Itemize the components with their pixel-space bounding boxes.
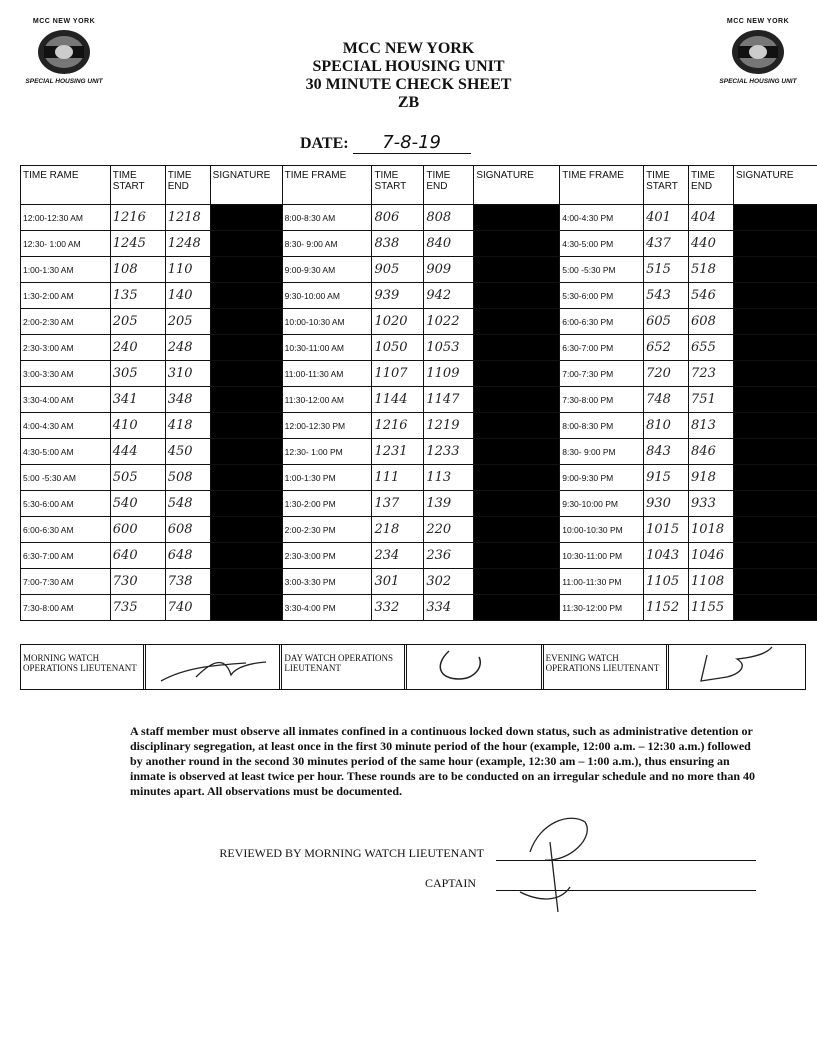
evening-time-frame: 7:30-8:00 PM — [560, 387, 644, 413]
evening-signature-redacted — [734, 309, 817, 335]
morning-time-start[interactable]: 730 — [110, 569, 165, 595]
morning-time-start[interactable]: 108 — [110, 257, 165, 283]
day-time-frame: 3:30-4:00 PM — [282, 595, 372, 621]
morning-time-frame: 12:00-12:30 AM — [21, 205, 111, 231]
day-time-end[interactable]: 1022 — [424, 309, 474, 335]
morning-time-end[interactable]: 140 — [165, 283, 210, 309]
morning-signature-redacted — [210, 439, 282, 465]
day-signature-redacted — [474, 517, 560, 543]
morning-time-start[interactable]: 505 — [110, 465, 165, 491]
day-time-start[interactable]: 1107 — [372, 361, 424, 387]
evening-time-frame: 10:30-11:00 PM — [560, 543, 644, 569]
evening-time-frame: 4:00-4:30 PM — [560, 205, 644, 231]
evening-time-frame: 7:00-7:30 PM — [560, 361, 644, 387]
evening-time-start[interactable]: 437 — [644, 231, 689, 257]
day-signature-redacted — [474, 569, 560, 595]
day-time-start[interactable]: 234 — [372, 543, 424, 569]
col-time-end-evening: TIME END — [689, 166, 734, 205]
check-table — [20, 165, 817, 621]
morning-time-start[interactable]: 1216 — [110, 205, 165, 231]
day-signature-redacted — [474, 543, 560, 569]
table-row — [21, 439, 817, 465]
day-signature-redacted — [474, 231, 560, 257]
table-row — [21, 361, 817, 387]
morning-time-end[interactable]: 418 — [165, 413, 210, 439]
evening-time-start[interactable]: 605 — [644, 309, 689, 335]
table-row — [21, 595, 817, 621]
morning-time-frame: 7:00-7:30 AM — [21, 569, 111, 595]
table-body — [21, 205, 817, 621]
day-watch-label: DAY WATCH OPERATIONS LIEUTENANT — [282, 645, 407, 689]
day-time-frame: 1:30-2:00 PM — [282, 491, 372, 517]
evening-time-frame: 8:30- 9:00 PM — [560, 439, 644, 465]
day-time-start[interactable]: 332 — [372, 595, 424, 621]
reviewed-by-label: REVIEWED BY MORNING WATCH LIEUTENANT — [219, 846, 484, 860]
day-time-frame: 2:00-2:30 PM — [282, 517, 372, 543]
morning-time-end[interactable]: 548 — [165, 491, 210, 517]
morning-time-start[interactable]: 205 — [110, 309, 165, 335]
morning-signature-redacted — [210, 387, 282, 413]
morning-signature-redacted — [210, 309, 282, 335]
evening-signature-redacted — [734, 205, 817, 231]
evening-time-end[interactable]: 518 — [689, 257, 734, 283]
evening-time-start[interactable]: 401 — [644, 205, 689, 231]
day-time-start[interactable]: 1144 — [372, 387, 424, 413]
evening-time-start[interactable]: 1015 — [644, 517, 689, 543]
evening-time-frame: 4:30-5:00 PM — [560, 231, 644, 257]
col-time-start-day: TIME START — [372, 166, 424, 205]
day-time-start[interactable]: 1050 — [372, 335, 424, 361]
day-signature-redacted — [474, 257, 560, 283]
evening-time-frame: 5:00 -5:30 PM — [560, 257, 644, 283]
morning-time-start[interactable]: 341 — [110, 387, 165, 413]
day-time-frame: 10:00-10:30 AM — [282, 309, 372, 335]
reviewer-signature-scribble-icon — [500, 802, 620, 912]
evening-time-start[interactable]: 915 — [644, 465, 689, 491]
captain-label: CAPTAIN — [424, 876, 476, 890]
logo-right-bottom-text: SPECIAL HOUSING UNIT — [719, 78, 797, 85]
morning-time-end[interactable]: 740 — [165, 595, 210, 621]
day-time-frame: 9:00-9:30 AM — [282, 257, 372, 283]
day-time-start[interactable]: 939 — [372, 283, 424, 309]
morning-signature-redacted — [210, 595, 282, 621]
day-signature-redacted — [474, 205, 560, 231]
morning-time-frame: 3:00-3:30 AM — [21, 361, 111, 387]
morning-signature-redacted — [210, 491, 282, 517]
evening-signature-redacted — [734, 569, 817, 595]
day-time-end[interactable]: 1219 — [424, 413, 474, 439]
col-signature-day: SIGNATURE — [474, 166, 560, 205]
evening-time-end[interactable]: 933 — [689, 491, 734, 517]
morning-time-frame: 5:30-6:00 AM — [21, 491, 111, 517]
table-row — [21, 205, 817, 231]
table-row — [21, 283, 817, 309]
day-time-end[interactable]: 1053 — [424, 335, 474, 361]
col-signature-morning: SIGNATURE — [210, 166, 282, 205]
day-time-frame: 3:00-3:30 PM — [282, 569, 372, 595]
evening-signature-redacted — [734, 543, 817, 569]
day-time-end[interactable]: 1147 — [424, 387, 474, 413]
day-time-start[interactable]: 1231 — [372, 439, 424, 465]
day-signature-redacted — [474, 413, 560, 439]
logo-right-top-text: MCC NEW YORK — [726, 18, 790, 25]
table-row — [21, 569, 817, 595]
evening-time-end[interactable]: 608 — [689, 309, 734, 335]
morning-time-end[interactable]: 248 — [165, 335, 210, 361]
morning-time-end[interactable]: 1218 — [165, 205, 210, 231]
table-row — [21, 309, 817, 335]
morning-time-end[interactable]: 110 — [165, 257, 210, 283]
table-row — [21, 413, 817, 439]
evening-signature-redacted — [734, 491, 817, 517]
instructions-paragraph: A staff member must observe all inmates confined in a continuous locked down status, such as administrative detention or disciplinary segregation, at least once in the first 30 minute period of the hour (example, 12:00 a.m. – 12:30 a.m.) followed by another round in the second 30 minutes period of the same hour (example, 12:30 am – 1:00 a.m.), thus ensuring an inmate is observed at least twice per hour. These rounds are to be conducted on an irregular schedule and no more than 40 minutes apart. All observations must be documented. — [130, 724, 756, 798]
table-row — [21, 335, 817, 361]
day-time-frame: 8:00-8:30 AM — [282, 205, 372, 231]
day-time-end[interactable]: 840 — [424, 231, 474, 257]
evening-time-frame: 11:00-11:30 PM — [560, 569, 644, 595]
day-signature-redacted — [474, 361, 560, 387]
morning-time-frame: 5:00 -5:30 AM — [21, 465, 111, 491]
morning-time-frame: 1:30-2:00 AM — [21, 283, 111, 309]
day-time-frame: 11:30-12:00 AM — [282, 387, 372, 413]
morning-time-start[interactable]: 305 — [110, 361, 165, 387]
evening-time-end[interactable]: 846 — [689, 439, 734, 465]
day-time-start[interactable]: 1020 — [372, 309, 424, 335]
evening-time-end[interactable]: 1155 — [689, 595, 734, 621]
morning-time-frame: 4:30-5:00 AM — [21, 439, 111, 465]
evening-watch-label: EVENING WATCH OPERATIONS LIEUTENANT — [544, 645, 669, 689]
evening-signature-redacted — [734, 465, 817, 491]
day-time-end[interactable]: 236 — [424, 543, 474, 569]
signature-scribble-icon — [687, 645, 777, 687]
day-signature-redacted — [474, 595, 560, 621]
header-title: MCC NEW YORK — [342, 40, 475, 57]
day-time-frame: 9:30-10:00 AM — [282, 283, 372, 309]
day-time-frame: 2:30-3:00 PM — [282, 543, 372, 569]
evening-time-end[interactable]: 1046 — [689, 543, 734, 569]
morning-time-end[interactable]: 508 — [165, 465, 210, 491]
day-signature-redacted — [474, 491, 560, 517]
morning-signature-redacted — [210, 231, 282, 257]
evening-watch-signature[interactable] — [669, 645, 805, 689]
day-time-end[interactable]: 1233 — [424, 439, 474, 465]
day-time-end[interactable]: 909 — [424, 257, 474, 283]
table-row — [21, 257, 817, 283]
evening-time-frame: 9:00-9:30 PM — [560, 465, 644, 491]
evening-time-end[interactable]: 1108 — [689, 569, 734, 595]
evening-time-end[interactable]: 751 — [689, 387, 734, 413]
table-row — [21, 543, 817, 569]
morning-signature-redacted — [210, 361, 282, 387]
morning-time-start[interactable]: 410 — [110, 413, 165, 439]
evening-time-end[interactable]: 655 — [689, 335, 734, 361]
morning-time-end[interactable]: 205 — [165, 309, 210, 335]
header-form-name: 30 MINUTE CHECK SHEET — [305, 76, 512, 93]
morning-time-frame: 6:00-6:30 AM — [21, 517, 111, 543]
morning-time-start[interactable]: 540 — [110, 491, 165, 517]
evening-signature-redacted — [734, 439, 817, 465]
evening-time-frame: 11:30-12:00 PM — [560, 595, 644, 621]
morning-watch-label: MORNING WATCH OPERATIONS LIEUTENANT — [21, 645, 146, 689]
day-time-start[interactable]: 806 — [372, 205, 424, 231]
evening-time-frame: 6:30-7:00 PM — [560, 335, 644, 361]
day-signature-redacted — [474, 283, 560, 309]
day-time-frame: 1:00-1:30 PM — [282, 465, 372, 491]
evening-time-frame: 9:30-10:00 PM — [560, 491, 644, 517]
evening-time-frame: 8:00-8:30 PM — [560, 413, 644, 439]
morning-time-frame: 6:30-7:00 AM — [21, 543, 111, 569]
evening-time-end[interactable]: 546 — [689, 283, 734, 309]
evening-time-end[interactable]: 723 — [689, 361, 734, 387]
morning-time-end[interactable]: 310 — [165, 361, 210, 387]
evening-time-start[interactable]: 720 — [644, 361, 689, 387]
day-time-start[interactable]: 1216 — [372, 413, 424, 439]
evening-time-start[interactable]: 515 — [644, 257, 689, 283]
header-subtitle: SPECIAL HOUSING UNIT — [312, 58, 505, 75]
col-time-end-day: TIME END — [424, 166, 474, 205]
day-signature-redacted — [474, 465, 560, 491]
header-unit-code: ZB — [397, 94, 420, 111]
morning-time-frame: 7:30-8:00 AM — [21, 595, 111, 621]
date-value[interactable]: 7-8-19 — [353, 132, 471, 154]
evening-signature-redacted — [734, 257, 817, 283]
col-time-frame-evening: TIME FRAME — [560, 166, 644, 205]
morning-time-start[interactable]: 640 — [110, 543, 165, 569]
evening-time-frame: 6:00-6:30 PM — [560, 309, 644, 335]
evening-signature-redacted — [734, 335, 817, 361]
morning-time-end[interactable]: 450 — [165, 439, 210, 465]
evening-time-end[interactable]: 440 — [689, 231, 734, 257]
table-row — [21, 387, 817, 413]
table-row — [21, 517, 817, 543]
day-watch-signature[interactable] — [407, 645, 543, 689]
evening-time-end[interactable]: 1018 — [689, 517, 734, 543]
table-row — [21, 465, 817, 491]
evening-time-start[interactable]: 748 — [644, 387, 689, 413]
evening-time-frame: 5:30-6:00 PM — [560, 283, 644, 309]
date-row — [300, 132, 471, 154]
evening-signature-redacted — [734, 361, 817, 387]
day-time-end[interactable]: 334 — [424, 595, 474, 621]
evening-signature-redacted — [734, 413, 817, 439]
morning-time-start[interactable]: 600 — [110, 517, 165, 543]
morning-signature-redacted — [210, 257, 282, 283]
morning-time-end[interactable]: 1248 — [165, 231, 210, 257]
morning-time-start[interactable]: 735 — [110, 595, 165, 621]
day-time-frame: 11:00-11:30 AM — [282, 361, 372, 387]
evening-time-start[interactable]: 1152 — [644, 595, 689, 621]
col-time-frame-day: TIME FRAME — [282, 166, 372, 205]
morning-signature-redacted — [210, 517, 282, 543]
date-label: DATE: — [300, 135, 349, 152]
table-row — [21, 231, 817, 257]
evening-time-end[interactable]: 404 — [689, 205, 734, 231]
evening-time-start[interactable]: 543 — [644, 283, 689, 309]
evening-signature-redacted — [734, 231, 817, 257]
morning-time-start[interactable]: 135 — [110, 283, 165, 309]
day-time-end[interactable]: 220 — [424, 517, 474, 543]
day-time-end[interactable]: 113 — [424, 465, 474, 491]
morning-time-frame: 4:00-4:30 AM — [21, 413, 111, 439]
watch-signature-bar — [20, 644, 806, 690]
morning-signature-redacted — [210, 205, 282, 231]
evening-time-start[interactable]: 810 — [644, 413, 689, 439]
evening-signature-redacted — [734, 595, 817, 621]
morning-signature-redacted — [210, 413, 282, 439]
day-time-frame: 12:00-12:30 PM — [282, 413, 372, 439]
day-signature-redacted — [474, 387, 560, 413]
day-time-start[interactable]: 301 — [372, 569, 424, 595]
day-time-frame: 10:30-11:00 AM — [282, 335, 372, 361]
day-time-end[interactable]: 942 — [424, 283, 474, 309]
morning-time-start[interactable]: 444 — [110, 439, 165, 465]
evening-time-start[interactable]: 1105 — [644, 569, 689, 595]
evening-time-end[interactable]: 918 — [689, 465, 734, 491]
morning-signature-redacted — [210, 465, 282, 491]
morning-time-end[interactable]: 608 — [165, 517, 210, 543]
morning-time-end[interactable]: 348 — [165, 387, 210, 413]
day-time-end[interactable]: 139 — [424, 491, 474, 517]
morning-time-frame: 2:30-3:00 AM — [21, 335, 111, 361]
table-row — [21, 491, 817, 517]
day-time-start[interactable]: 137 — [372, 491, 424, 517]
col-time-end-morning: TIME END — [165, 166, 210, 205]
col-time-start-evening: TIME START — [644, 166, 689, 205]
day-time-start[interactable]: 111 — [372, 465, 424, 491]
morning-signature-redacted — [210, 335, 282, 361]
day-time-start[interactable]: 905 — [372, 257, 424, 283]
day-signature-redacted — [474, 309, 560, 335]
morning-time-start[interactable]: 240 — [110, 335, 165, 361]
day-time-end[interactable]: 808 — [424, 205, 474, 231]
evening-time-end[interactable]: 813 — [689, 413, 734, 439]
logo-left-bottom-text: SPECIAL HOUSING UNIT — [25, 78, 103, 85]
signature-scribble-icon — [429, 645, 509, 687]
day-signature-redacted — [474, 335, 560, 361]
evening-time-start[interactable]: 843 — [644, 439, 689, 465]
morning-time-frame: 1:00-1:30 AM — [21, 257, 111, 283]
col-signature-evening: SIGNATURE — [734, 166, 817, 205]
morning-signature-redacted — [210, 569, 282, 595]
day-time-frame: 12:30- 1:00 PM — [282, 439, 372, 465]
morning-time-frame: 12:30- 1:00 AM — [21, 231, 111, 257]
col-time-start-morning: TIME START — [110, 166, 165, 205]
morning-signature-redacted — [210, 283, 282, 309]
morning-time-start[interactable]: 1245 — [110, 231, 165, 257]
evening-signature-redacted — [734, 283, 817, 309]
morning-time-frame: 3:30-4:00 AM — [21, 387, 111, 413]
day-time-end[interactable]: 302 — [424, 569, 474, 595]
evening-time-frame: 10:00-10:30 PM — [560, 517, 644, 543]
signature-scribble-icon — [156, 647, 276, 687]
morning-time-frame: 2:00-2:30 AM — [21, 309, 111, 335]
evening-signature-redacted — [734, 517, 817, 543]
morning-signature-redacted — [210, 543, 282, 569]
logo-left-top-text: MCC NEW YORK — [32, 18, 96, 25]
day-time-end[interactable]: 1109 — [424, 361, 474, 387]
day-signature-redacted — [474, 439, 560, 465]
evening-time-start[interactable]: 1043 — [644, 543, 689, 569]
morning-time-end[interactable]: 648 — [165, 543, 210, 569]
morning-time-end[interactable]: 738 — [165, 569, 210, 595]
col-time-frame-morning: TIME RAME — [21, 166, 111, 205]
evening-time-start[interactable]: 930 — [644, 491, 689, 517]
day-time-start[interactable]: 838 — [372, 231, 424, 257]
table-header-row — [21, 166, 817, 205]
evening-signature-redacted — [734, 387, 817, 413]
day-time-start[interactable]: 218 — [372, 517, 424, 543]
morning-watch-signature[interactable] — [146, 645, 282, 689]
evening-time-start[interactable]: 652 — [644, 335, 689, 361]
day-time-frame: 8:30- 9:00 AM — [282, 231, 372, 257]
